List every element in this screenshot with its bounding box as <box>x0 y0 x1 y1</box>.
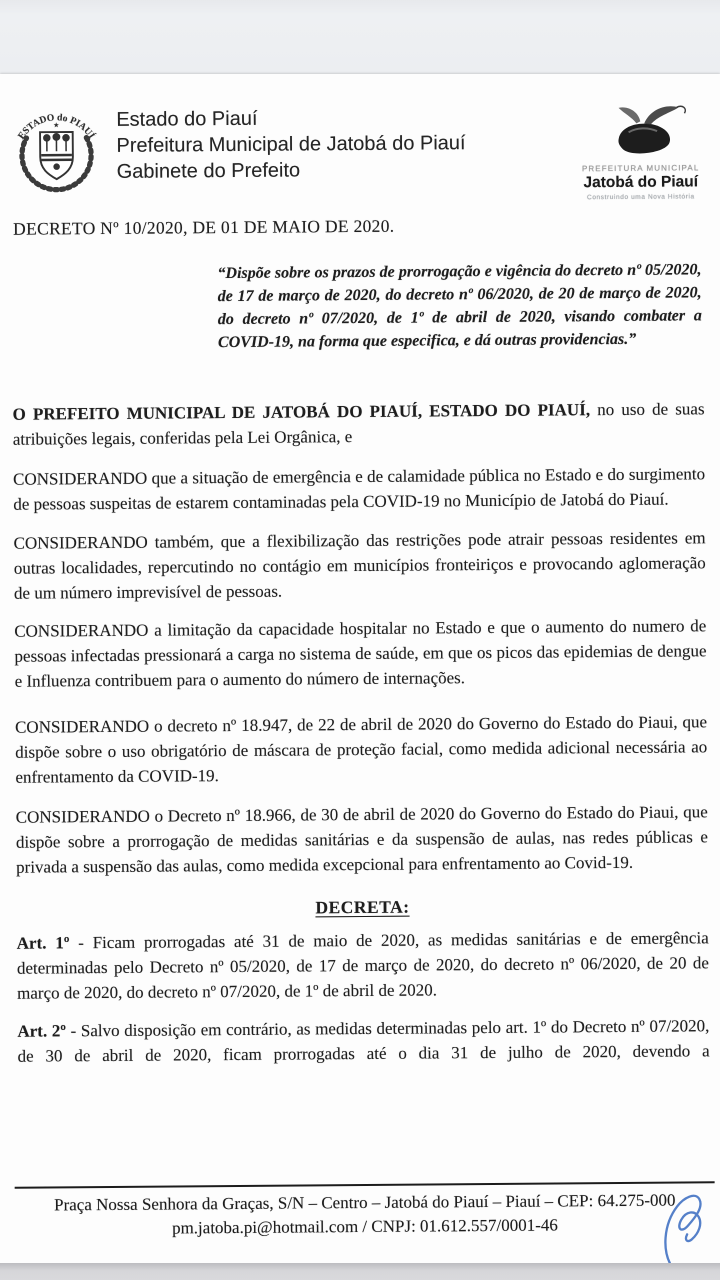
preamble-rest: no uso de suas atribuições legais, conferidas pela Lei Orgânica, e <box>12 399 705 449</box>
decree-epigraph: “Dispõe sobre os prazos de prorrogação e vigência do decreto nº 05/2020, de 17 de março de 2020, do decreto nº 06/2020, de 20 de março de 2020, do decreto nº 07/2020, de 1º de abril de 2020, visando combater a COVID-19, na forma que especifica, e dá outras providencias.” <box>217 261 702 352</box>
article-1-text: - Ficam prorrogadas até 31 de maio de 2020, as medidas sanitárias e de emergência determinadas pelo Decreto nº 05/2020, de 17 de março de 2020, do decreto nº 06/2020, de 20 de março de 2020, do decreto nº 07/2020, de 1º de abril de 2020. <box>16 928 709 1003</box>
decreta-heading-text: DECRETA: <box>315 896 410 918</box>
city-logo-small-caps: PREFEITURA MUNICIPAL <box>581 163 700 174</box>
photo-background-bottom <box>0 1263 720 1280</box>
preamble-bold: O PREFEITO MUNICIPAL DE JATOBÁ DO PIAUÍ, ESTADO DO PIAUÍ, <box>12 400 591 424</box>
signature-mark <box>659 1190 720 1263</box>
article-2-lead: Art. 2º <box>17 1021 66 1041</box>
article-1-lead: Art. 1º <box>16 933 70 953</box>
footer-address: Praça Nossa Senhora da Graças, S/N – Centro – Jatobá do Piauí – Piauí – CEP: 64.275-000 <box>54 1190 676 1215</box>
org-line-state: Estado do Piauí <box>116 107 258 131</box>
city-logo <box>574 92 707 201</box>
decreta-heading <box>2 894 720 921</box>
crest-star-icon: ★ <box>53 122 60 130</box>
document-content <box>0 92 720 1263</box>
city-logo-name: Jatobá do Piauí <box>583 173 699 192</box>
considerando-paragraph-4: CONSIDERANDO o decreto nº 18.947, de 22 de abril de 2020 do Governo do Estado do Piaui, que dispõe sobre o uso obrigatório de máscara de proteção facial, como medida adicional necessária ao enfrentamento da COVID-19. <box>14 712 708 787</box>
article-1-paragraph <box>17 925 710 1005</box>
document-page <box>0 74 720 1263</box>
photo-background-top <box>0 0 720 74</box>
considerando-paragraph-2: CONSIDERANDO também, que a flexibilização das restrições pode atrair pessoas residentes em outras localidades, repercutindo no contágio em municípios fronteiriços e provocando aglomeração de um número imprevisível de pessoas. <box>13 528 706 603</box>
footer-contact: pm.jatoba.pi@hotmail.com / CNPJ: 01.612.557/0001-46 <box>171 1215 558 1238</box>
preamble-paragraph <box>12 396 704 451</box>
org-line-office: Gabinete do Prefeito <box>116 159 301 183</box>
city-logo-tagline: Construindo uma Nova História <box>587 193 695 202</box>
org-title-block <box>116 94 466 185</box>
decree-title: DECRETO Nº 10/2020, DE 01 DE MAIO DE 2020. <box>13 215 395 239</box>
document-footer <box>15 1181 715 1241</box>
org-line-city-hall: Prefeitura Municipal de Jatobá do Piauí <box>116 132 466 157</box>
crest-arc-text: ESTADO do PIAUÍ <box>15 112 97 142</box>
considerando-paragraph-5: CONSIDERANDO o Decreto nº 18.966, de 30 de abril de 2020 do Governo do Estado do Piaui, que dispõe sobre a prorrogação de medidas sanitárias e da suspensão de aulas, nas redes públicas e privada a suspensão das aulas, como medida excepcional para enfrentamento ao Covid-19. <box>15 802 708 877</box>
considerando-paragraph-3: CONSIDERANDO a limitação da capacidade hospitalar no Estado e que o aumento do numero de pessoas infectadas pressionará a carga no sistema de saúde, em que os picos das epidemias de dengue e Influenza contribuem para o aumento do número de internações. <box>14 616 707 691</box>
document-header <box>8 92 707 205</box>
state-coat-of-arms-icon <box>8 97 105 202</box>
article-2-paragraph <box>17 1013 709 1068</box>
considerando-paragraph-1: CONSIDERANDO que a situação de emergência e de calamidade pública no Estado e do surgimento de pessoas suspeitas de estarem contaminadas pela COVID-19 no Município de Jatobá do Piauí. <box>13 464 706 514</box>
article-2-text: - Salvo disposição em contrário, as medidas determinadas pelo art. 1º do Decreto nº 07/2020, de 30 de abril de 2020, ficam prorrogadas até o dia 31 de julho de 2020, devendo a <box>17 1016 710 1066</box>
jatoba-fruit-icon <box>581 100 699 158</box>
